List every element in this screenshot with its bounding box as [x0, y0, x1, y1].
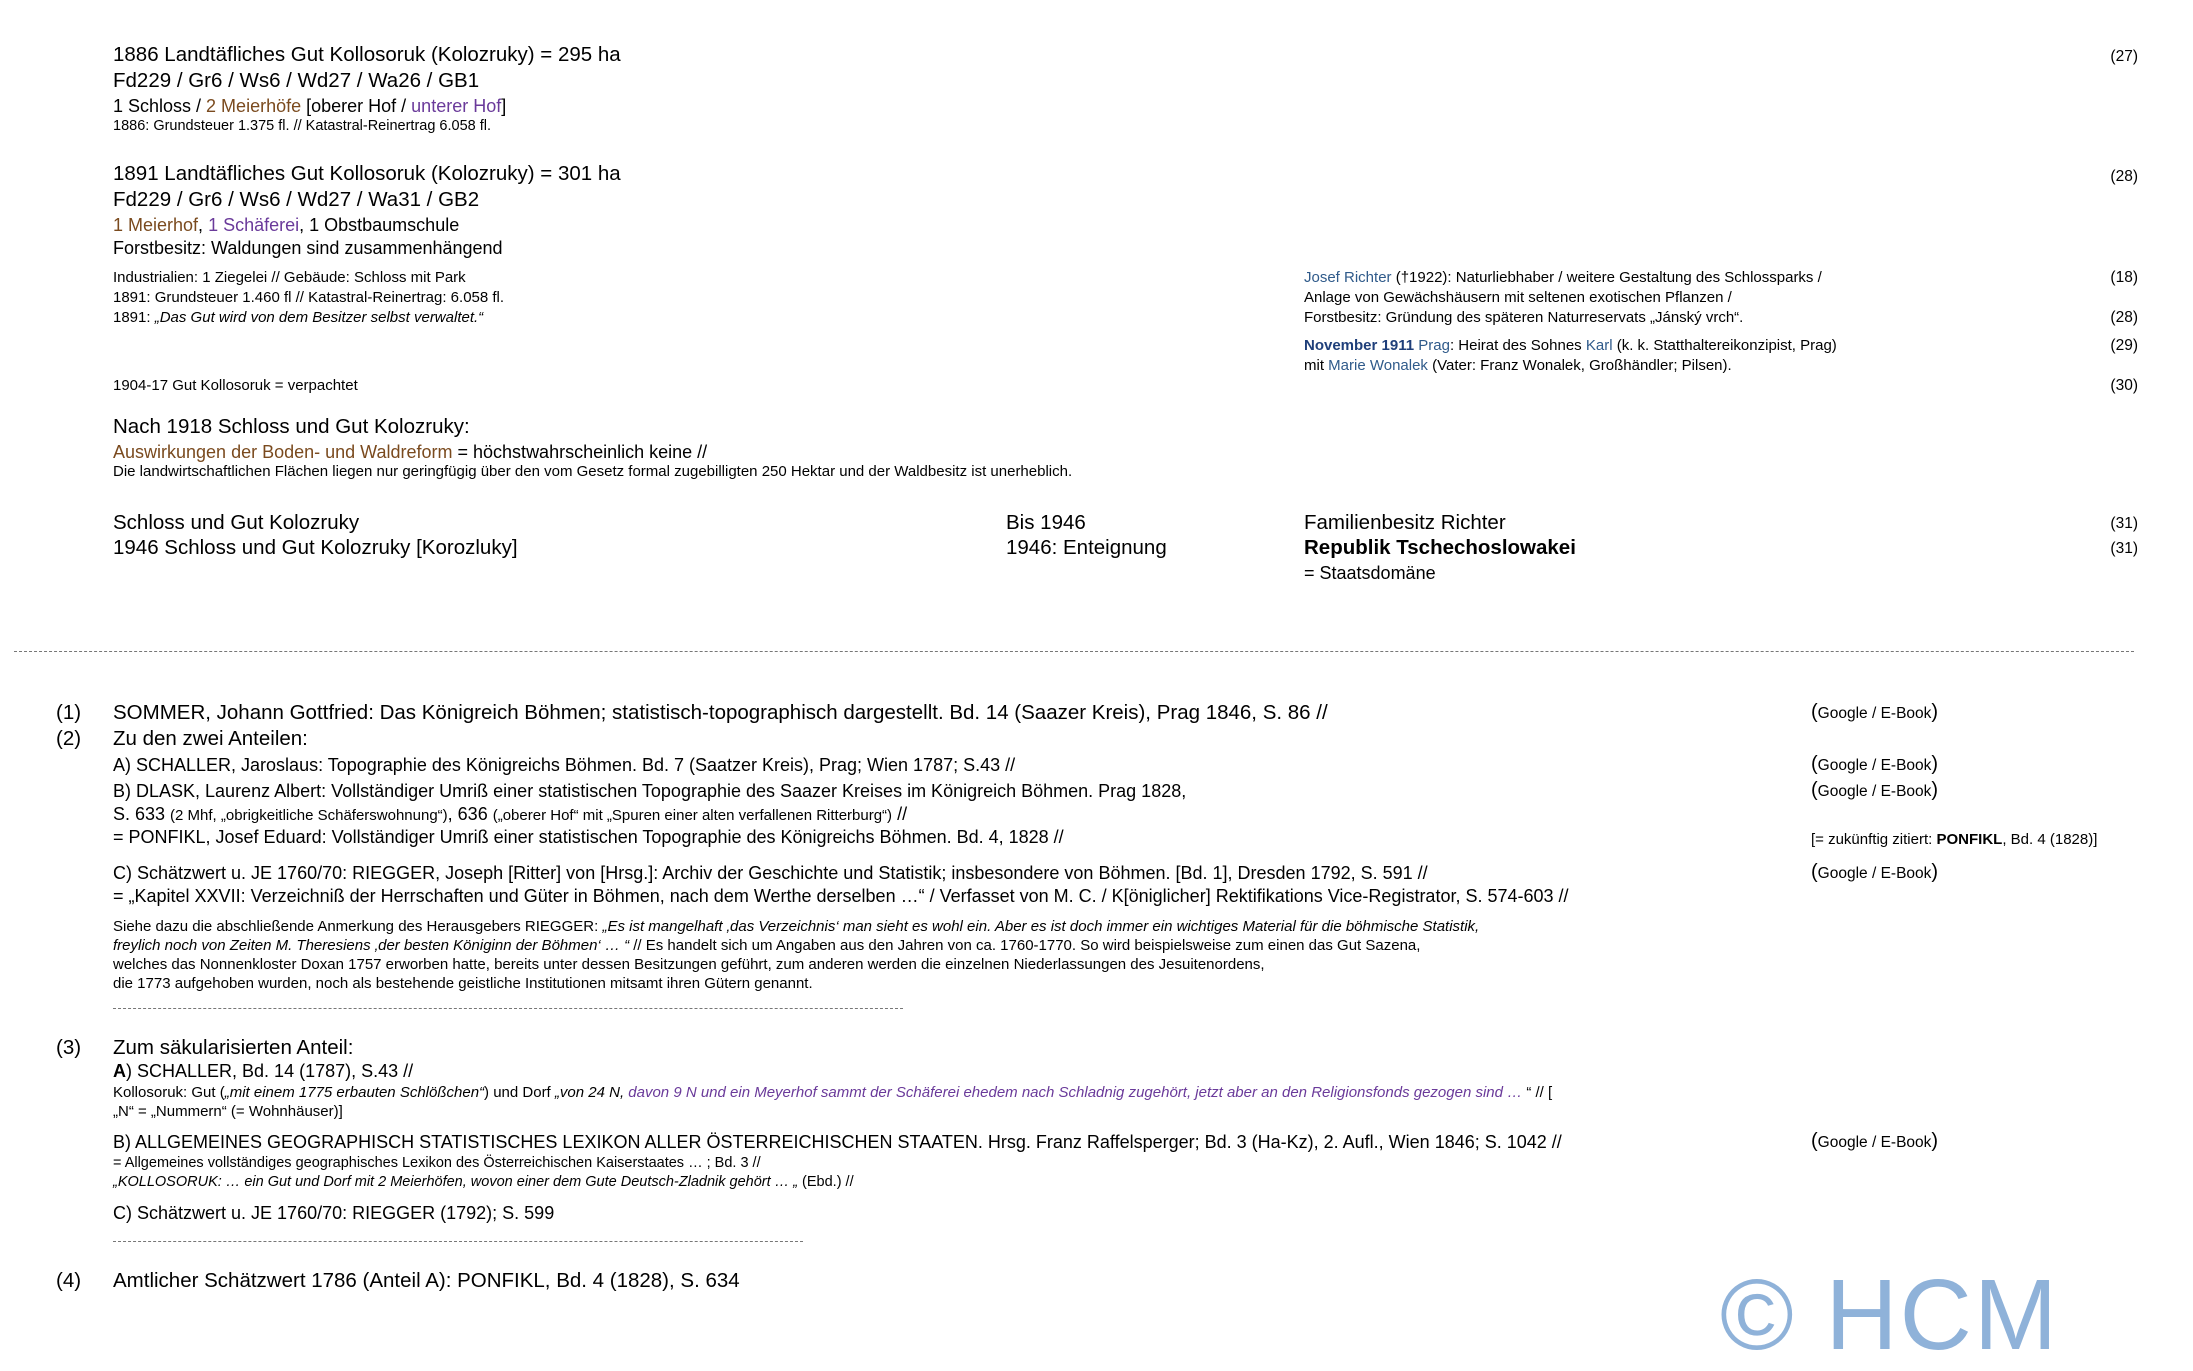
- final-expropriation: 1946: Enteignung: [1006, 536, 1167, 559]
- note-separator-2: [113, 1241, 803, 1242]
- ref-31b: (31): [2110, 540, 2138, 557]
- final-state-domain: = Staatsdomäne: [1304, 563, 1436, 583]
- ponfikl-cite-note: [= zukünftig zitiert: PONFIKL, Bd. 4 (1828)]: [1811, 831, 2098, 848]
- riegger-remark-1: Siehe dazu die abschließende Anmerkung des Herausgebers RIEGGER: „Es ist mangelhaft ‚das Verzeichnis‘ man sieht es wohl ein. Aber es ist doch immer ein wichtiges Material für die böhmische Statistik,: [113, 918, 1480, 935]
- google-ebook-link-2b[interactable]: (Google / E-Book): [1811, 779, 1939, 801]
- ref-28b: (28): [2110, 309, 2138, 326]
- riegger-remark-3: welches das Nonnenkloster Doxan 1757 erworben hatte, bereits unter dessen Besitzungen geführt, zum anderen werden die einzelnen Niederlassungen des Jesuitenordens,: [113, 956, 1265, 973]
- ref-18: (18): [2110, 269, 2138, 286]
- marriage-line-2: mit Marie Wonalek (Vater: Franz Wonalek, Großhändler; Pilsen).: [1304, 357, 1732, 374]
- final-estate-1946: 1946 Schloss und Gut Kolozruky [Korozluky]: [113, 536, 518, 559]
- entry-1891-codes: Fd229 / Gr6 / Ws6 / Wd27 / Wa31 / GB2: [113, 188, 480, 211]
- note-3b: B) ALLGEMEINES GEOGRAPHISCH STATISTISCHES LEXIKON ALLER ÖSTERREICHISCHEN STAATEN. Hrsg. Franz Raffelsperger; Bd. 3 (Ha-Kz), 2. Aufl., Wien 1846; S. 1042 //: [113, 1132, 1562, 1152]
- after1918-reform: Auswirkungen der Boden- und Waldreform = höchstwahrscheinlich keine //: [113, 442, 708, 462]
- marriage-line-1: November 1911 Prag: Heirat des Sohnes Karl (k. k. Statthaltereikonzipist, Prag): [1304, 337, 1837, 354]
- note-2a: A) SCHALLER, Jaroslaus: Topographie des Königreichs Böhmen. Bd. 7 (Saatzer Kreis), Prag; Wien 1787; S.43 //: [113, 755, 1016, 775]
- entry-1891-industry: Industrialien: 1 Ziegelei // Gebäude: Schloss mit Park: [113, 269, 466, 286]
- ref-27: (27): [2110, 48, 2138, 65]
- ref-28: (28): [2110, 168, 2138, 185]
- note-3b-quote: „KOLLOSORUK: … ein Gut und Dorf mit 2 Meierhöfen, wovon einer dem Gute Deutsch-Zladnik gehört … „ (Ebd.) //: [113, 1174, 854, 1190]
- note-2c-chapter: = „Kapitel XXVII: Verzeichniß der Herrschaften und Güter in Böhmen, nach dem Werthe derselben …“ / Verfasset von M. C. / K[öniglicher] Rektifikations Vice-Registrator, S. 574-603 //: [113, 886, 1569, 906]
- note-2c: C) Schätzwert u. JE 1760/70: RIEGGER, Joseph [Ritter] von [Hrsg.]: Archiv der Geschichte und Statistik; insbesondere von Böhmen. [Bd. 1], Dresden 1792, S. 591 //: [113, 863, 1428, 883]
- ref-29: (29): [2110, 337, 2138, 354]
- entry-1891-forest: Forstbesitz: Waldungen sind zusammenhängend: [113, 238, 503, 258]
- entry-1886-title: 1886 Landtäfliches Gut Kollosoruk (Kolozruky) = 295 ha: [113, 43, 621, 66]
- after1918-title: Nach 1918 Schloss und Gut Kolozruky:: [113, 415, 470, 438]
- richter-line-2: Anlage von Gewächshäusern mit seltenen exotischen Pflanzen /: [1304, 289, 1732, 306]
- final-republic: Republik Tschechoslowakei: [1304, 536, 1576, 559]
- note-3a-kollosoruk: Kollosoruk: Gut („mit einem 1775 erbauten Schlößchen“) und Dorf „von 24 N, davon 9 N und ein Meyerhof sammt der Schäferei ehedem nach Schladnig zugehört, jetzt aber an den Religionsfonds gezogen sind … “ // [: [113, 1084, 1553, 1101]
- note-3b-lexikon: = Allgemeines vollständiges geographisches Lexikon des Österreichischen Kaiserstaates … ; Bd. 3 //: [113, 1155, 761, 1171]
- riegger-remark-2: freylich noch von Zeiten M. Theresiens ‚der besten Königinn der Böhmen‘ … “ // Es handelt sich um Angaben aus den Jahren von ca. 1760-1770. So wird beispielsweise zum einen das Gut Sazena,: [113, 937, 1421, 954]
- note-2b: B) DLASK, Laurenz Albert: Vollständiger Umriß einer statistischen Topographie des Saazer Kreises im Königreich Böhmen. Prag 1828,: [113, 781, 1187, 801]
- final-until: Bis 1946: [1006, 511, 1086, 534]
- entry-1891-title: 1891 Landtäfliches Gut Kollosoruk (Kolozruky) = 301 ha: [113, 162, 621, 185]
- lease-line: 1904-17 Gut Kollosoruk = verpachtet: [113, 377, 358, 394]
- note-separator-1: [113, 1008, 903, 1009]
- google-ebook-link-1[interactable]: (Google / E-Book): [1811, 701, 1939, 723]
- note-2b-ponfikl: = PONFIKL, Josef Eduard: Vollständiger Umriß einer statistischen Topographie des Königreichs Böhmen. Bd. 4, 1828 //: [113, 827, 1064, 847]
- richter-line-1: Josef Richter (†1922): Naturliebhaber / weitere Gestaltung des Schlossparks /: [1304, 269, 1822, 286]
- note-1-number: (1): [56, 701, 82, 724]
- entry-1891-tax: 1891: Grundsteuer 1.460 fl // Katastral-Reinertrag: 6.058 fl.: [113, 289, 505, 306]
- richter-line-3: Forstbesitz: Gründung des späteren Naturreservats „Jánský vrch“.: [1304, 309, 1744, 326]
- final-estate: Schloss und Gut Kolozruky: [113, 511, 360, 534]
- note-3a-numbers: „N“ = „Nummern“ (= Wohnhäuser)]: [113, 1103, 343, 1120]
- google-ebook-link-2c[interactable]: (Google / E-Book): [1811, 861, 1939, 883]
- note-1-text: SOMMER, Johann Gottfried: Das Königreich Böhmen; statistisch-topographisch dargestellt. Bd. 14 (Saazer Kreis), Prag 1846, S. 86 //: [113, 701, 1328, 724]
- ref-31a: (31): [2110, 515, 2138, 532]
- google-ebook-link-3b[interactable]: (Google / E-Book): [1811, 1130, 1939, 1152]
- note-2-number: (2): [56, 727, 82, 750]
- entry-1886-codes: Fd229 / Gr6 / Ws6 / Wd27 / Wa26 / GB1: [113, 69, 480, 92]
- riegger-remark-4: die 1773 aufgehoben wurden, noch als bestehende geistliche Institutionen mitsamt ihren Gütern genannt.: [113, 975, 813, 992]
- note-3c: C) Schätzwert u. JE 1760/70: RIEGGER (1792); S. 599: [113, 1203, 555, 1223]
- entry-1886-buildings: 1 Schloss / 2 Meierhöfe [oberer Hof / unterer Hof]: [113, 96, 507, 116]
- google-ebook-link-2a[interactable]: (Google / E-Book): [1811, 753, 1939, 775]
- entry-1891-quote: 1891: „Das Gut wird von dem Besitzer selbst verwaltet.“: [113, 309, 484, 326]
- hcm-watermark: © HCM: [1720, 1259, 2060, 1371]
- note-3-text: Zum säkularisierten Anteil:: [113, 1036, 354, 1059]
- note-3a: A) SCHALLER, Bd. 14 (1787), S.43 //: [113, 1061, 414, 1081]
- entry-1891-buildings: 1 Meierhof, 1 Schäferei, 1 Obstbaumschule: [113, 215, 460, 235]
- note-4-text: Amtlicher Schätzwert 1786 (Anteil A): PONFIKL, Bd. 4 (1828), S. 634: [113, 1269, 740, 1292]
- final-family: Familienbesitz Richter: [1304, 511, 1506, 534]
- after1918-note: Die landwirtschaftlichen Flächen liegen nur geringfügig über den vom Gesetz formal zugebilligten 250 Hektar und der Waldbesitz ist unerheblich.: [113, 463, 1073, 480]
- note-4-number: (4): [56, 1269, 82, 1292]
- note-2-text: Zu den zwei Anteilen:: [113, 727, 308, 750]
- entry-1886-tax: 1886: Grundsteuer 1.375 fl. // Katastral-Reinertrag 6.058 fl.: [113, 118, 492, 134]
- main-separator: [14, 651, 2134, 652]
- ref-30: (30): [2110, 377, 2138, 394]
- note-3-number: (3): [56, 1036, 82, 1059]
- note-2b-pages: S. 633 (2 Mhf, „obrigkeitliche Schäferswohnung“), 636 („oberer Hof“ mit „Spuren einer alten verfallenen Ritterburg“) //: [113, 804, 908, 824]
